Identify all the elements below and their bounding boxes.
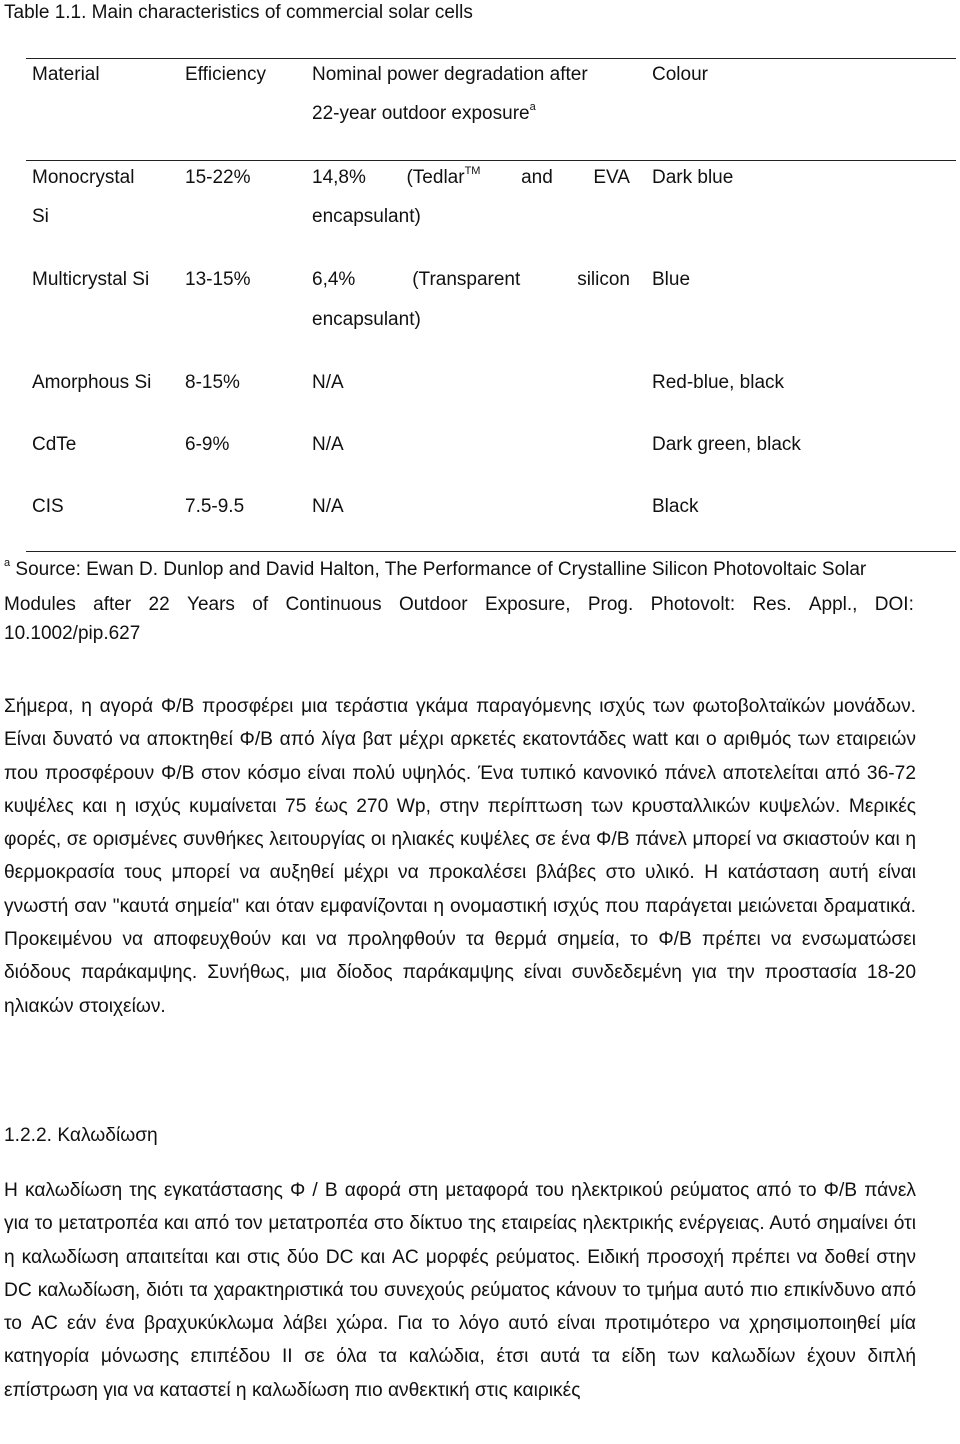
cell-degradation-line2: encapsulant) bbox=[312, 309, 421, 330]
trademark-superscript: TM bbox=[464, 164, 481, 177]
table-header-rule bbox=[26, 160, 956, 161]
cell-degradation: 6,4% (Transparent silicon bbox=[312, 269, 630, 290]
cell-degradation: N/A bbox=[312, 434, 344, 455]
cell-degradation: N/A bbox=[312, 496, 344, 517]
cell-degradation: N/A bbox=[312, 372, 344, 393]
header-material: Material bbox=[32, 64, 100, 85]
footnote-line3: 10.1002/pip.627 bbox=[4, 623, 141, 644]
cell-efficiency: 13-15% bbox=[185, 269, 251, 290]
footnote-marker: a bbox=[529, 100, 536, 113]
cell-colour: Dark blue bbox=[652, 167, 734, 188]
cell-efficiency: 15-22% bbox=[185, 167, 251, 188]
footnote-marker: a bbox=[4, 556, 11, 569]
table-top-rule bbox=[26, 58, 956, 59]
cell-efficiency: 7.5-9.5 bbox=[185, 496, 245, 517]
header-efficiency: Efficiency bbox=[185, 64, 266, 85]
header-degradation-line1: Nominal power degradation after bbox=[312, 64, 588, 85]
paragraph-market: Σήμερα, η αγορά Φ/Β προσφέρει μια τεράστια γκάμα παραγόμενης ισχύς των φωτοβολταϊκών μονάδων. Είναι δυνατό να αποκτηθεί Φ/Β από λίγα βατ μέχρι αρκετές εκατοντάδες watt και ο αριθμός των εταιρειών που προσφέρουν Φ/Β στον κόσμο είναι πολύ υψηλός. Ένα τυπικό κανονικό πάνελ αποτελείται από 36-72 κυψέλες και η ισχύς κυμαίνεται 75 έως 270 Wp, στην περίπτωση των κρυσταλλικών κυψελών. Μερικές φορές, σε ορισμένες συνθήκες λειτουργίας οι ηλιακές κυψέλες σε ένα Φ/Β πάνελ μπορεί να σκιαστούν και η θερμοκρασία τους μπορεί να αυξηθεί μέχρι να προκαλέσει βλάβες στο υλικό. Η κατάσταση αυτή είναι γνωστή σαν "καυτά σημεία" και όταν εμφανίζονται η ονομαστική ισχύς που παράγεται μειώνεται δραματικά. Προκειμένου να αποφευχθούν και να προληφθούν τα θερμά σημεία, το Φ/Β πρέπει να ενσωματώσει διόδους παράκαμψης. Συνήθως, μια δίοδος παράκαμψης είναι συνδεδεμένη για την προστασία 18-20 ηλιακών στοιχείων. bbox=[4, 696, 916, 1017]
cell-colour: Blue bbox=[652, 269, 691, 290]
cell-material: Amorphous Si bbox=[32, 372, 152, 393]
cell-efficiency: 6-9% bbox=[185, 434, 230, 455]
table-caption: Table 1.1. Main characteristics of commercial solar cells bbox=[4, 2, 473, 23]
cell-degradation: 14,8% (Tedlar™ and EVA bbox=[312, 164, 630, 188]
cell-material: CIS bbox=[32, 496, 64, 517]
footnote-line2: Modules after 22 Years of Continuous Outdoor Exposure, Prog. Photovolt: Res. Appl., DOI: bbox=[4, 594, 914, 615]
cell-material-line2: Si bbox=[32, 206, 49, 227]
cell-degradation-line2: encapsulant) bbox=[312, 206, 421, 227]
cell-material: Monocrystal bbox=[32, 167, 135, 188]
cell-material: CdTe bbox=[32, 434, 77, 455]
cell-material: Multicrystal Si bbox=[32, 269, 150, 290]
cell-colour: Dark green, black bbox=[652, 434, 801, 455]
cell-efficiency: 8-15% bbox=[185, 372, 240, 393]
paragraph-cabling: Η καλωδίωση της εγκατάστασης Φ / Β αφορά στη μεταφορά του ηλεκτρικού ρεύματος από το Φ/Β πάνελ για το μετατροπέα και από τον μετατροπέα στο δίκτυο της εταιρείας ηλεκτρικής ενέργειας. Αυτό σημαίνει ότι η καλωδίωση απαιτείται και στις δύο DC και AC μορφές ρεύματος. Ειδική προσοχή πρέπει να δοθεί στην DC καλωδίωση, διότι τα χαρακτηριστικά του συνεχούς ρεύματος κάνουν το τμήμα αυτό πιο επικίνδυνο από το AC εάν ένα βραχυκύκλωμα λάβει χώρα. Για το λόγο αυτό είναι προτιμότερο να χρησιμοποιηθεί μία κατηγορία μόνωσης επιπέδου ΙΙ σε όλα τα καλώδια, έτσι αυτά τα είδη των καλωδίων έχουν διπλή επίστρωση για να καταστεί η καλωδίωση πιο ανθεκτική στις καιρικές bbox=[4, 1180, 916, 1401]
header-colour: Colour bbox=[652, 64, 708, 85]
cell-colour: Red-blue, black bbox=[652, 372, 785, 393]
cell-colour: Black bbox=[652, 496, 699, 517]
table-bottom-rule bbox=[26, 551, 956, 552]
section-heading: 1.2.2. Καλωδίωση bbox=[4, 1125, 158, 1146]
header-degradation-line2: 22-year outdoor exposure$^a$ bbox=[312, 100, 536, 124]
table-footnote: $^a$ Source: Ewan D. Dunlop and David Halton, The Performance of Crystalline Silicon Photovoltaic Solar Modules after 22 Years of Continuous Outdoor Exposure, Prog. Photovolt: Res. Appl., DOI: 10.1002/pip.627 bbox=[4, 553, 914, 650]
